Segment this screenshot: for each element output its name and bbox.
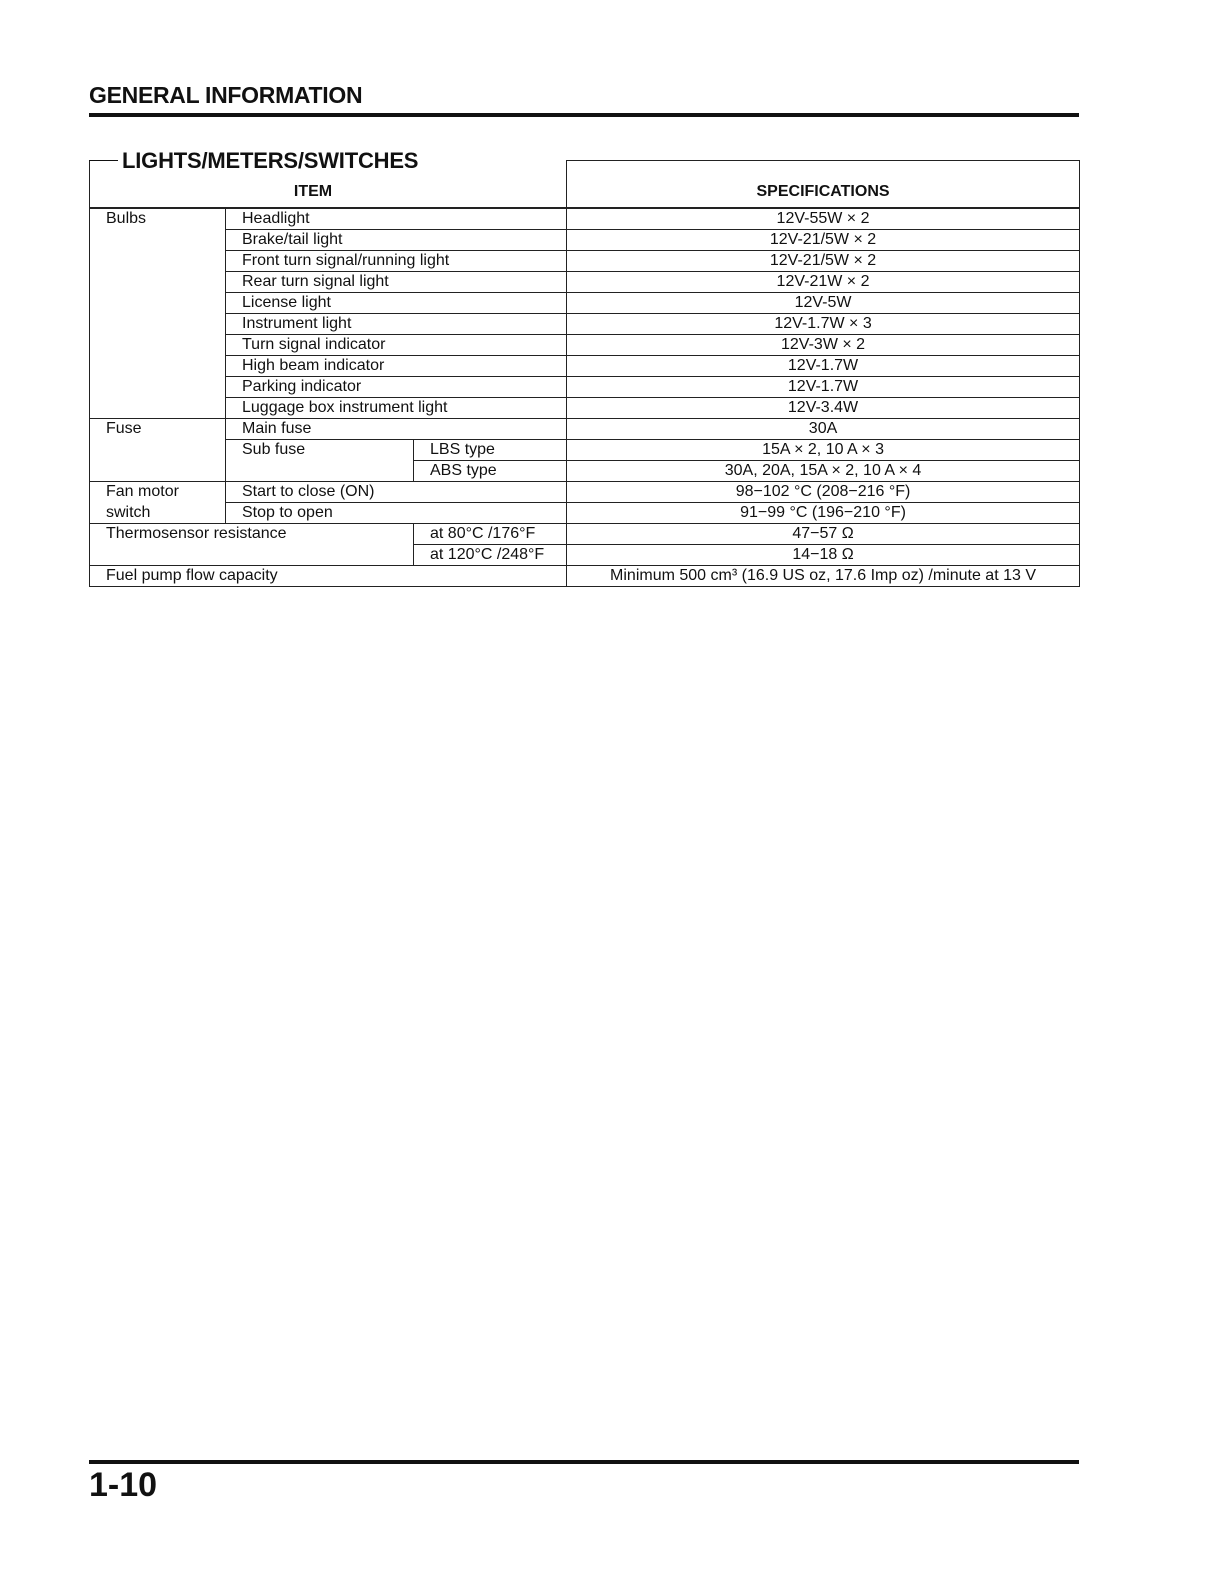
spec-value: Minimum 500 cm³ (16.9 US oz, 17.6 Imp oz) /minute at 13 V [567, 566, 1080, 587]
item-label: Rear turn signal light [226, 272, 567, 293]
spec-value: 12V-3.4W [567, 398, 1080, 419]
specifications-column-header: SPECIFICATIONS [567, 161, 1080, 209]
item-label: Sub fuse [226, 440, 414, 482]
item-label: Turn signal indicator [226, 335, 567, 356]
sub-item-label: at 120°C /248°F [414, 545, 567, 566]
item-label: Parking indicator [226, 377, 567, 398]
spec-value: 12V-21/5W × 2 [567, 251, 1080, 272]
table-row [90, 335, 1080, 356]
table-row [90, 524, 1080, 545]
spec-value: 12V-1.7W [567, 356, 1080, 377]
item-label: Main fuse [226, 419, 567, 440]
footer-divider [89, 1460, 1079, 1464]
spec-value: 12V-21W × 2 [567, 272, 1080, 293]
table-row [90, 419, 1080, 440]
section-title: LIGHTS/METERS/SWITCHES [118, 148, 422, 174]
page-header-title: GENERAL INFORMATION [89, 82, 363, 108]
item-label: Luggage box instrument light [226, 398, 567, 419]
spec-value: 14−18 Ω [567, 545, 1080, 566]
item-column-header: ITEM [90, 161, 567, 209]
section-title-rule [89, 160, 119, 161]
item-label: Brake/tail light [226, 230, 567, 251]
table-row [90, 356, 1080, 377]
table-row [90, 251, 1080, 272]
spec-value: 12V-5W [567, 293, 1080, 314]
item-label: Front turn signal/running light [226, 251, 567, 272]
spec-value: 12V-3W × 2 [567, 335, 1080, 356]
spec-value: 47−57 Ω [567, 524, 1080, 545]
table-row [90, 377, 1080, 398]
sub-item-label: ABS type [414, 461, 567, 482]
spec-value: 91−99 °C (196−210 °F) [567, 503, 1080, 524]
table-row [90, 440, 1080, 461]
spec-value: 98−102 °C (208−216 °F) [567, 482, 1080, 503]
table-row [90, 398, 1080, 419]
table-row [90, 503, 1080, 524]
item-label: High beam indicator [226, 356, 567, 377]
sub-item-label: LBS type [414, 440, 567, 461]
group-label: Thermosensor resistance [90, 524, 414, 566]
group-label: Fuse [90, 419, 226, 482]
item-label: Headlight [226, 208, 567, 230]
spec-value: 15A × 2, 10 A × 3 [567, 440, 1080, 461]
spec-value: 12V-55W × 2 [567, 208, 1080, 230]
spec-value: 30A, 20A, 15A × 2, 10 A × 4 [567, 461, 1080, 482]
group-label: Bulbs [90, 208, 226, 419]
group-label: Fuel pump flow capacity [90, 566, 567, 587]
specifications-table [89, 160, 1080, 587]
table-row [90, 482, 1080, 503]
table-row [90, 566, 1080, 587]
item-label: Stop to open [226, 503, 567, 524]
group-label: Fan motor [90, 482, 226, 503]
item-label: License light [226, 293, 567, 314]
item-label: Start to close (ON) [226, 482, 567, 503]
page-number: 1-10 [89, 1466, 158, 1504]
sub-item-label: at 80°C /176°F [414, 524, 567, 545]
table-row [90, 293, 1080, 314]
table-row [90, 208, 1080, 230]
table-row [90, 314, 1080, 335]
item-label: Instrument light [226, 314, 567, 335]
table-row [90, 230, 1080, 251]
spec-value: 12V-21/5W × 2 [567, 230, 1080, 251]
header-divider [89, 113, 1079, 117]
spec-value: 12V-1.7W × 3 [567, 314, 1080, 335]
group-label: switch [90, 503, 226, 524]
spec-value: 30A [567, 419, 1080, 440]
spec-value: 12V-1.7W [567, 377, 1080, 398]
table-row [90, 272, 1080, 293]
